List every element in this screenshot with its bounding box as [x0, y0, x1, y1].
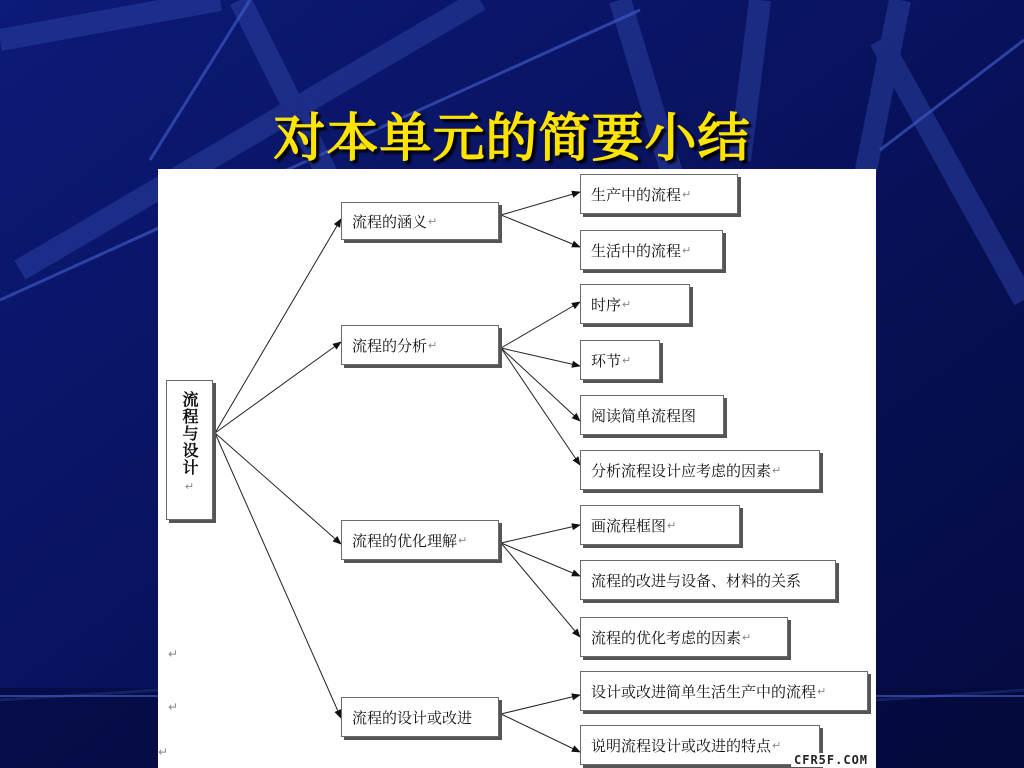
leaf-node [580, 725, 820, 765]
edge-b2-c3 [501, 348, 580, 421]
paragraph-mark: ↵ [168, 700, 179, 714]
branch-node-label: 流程的设计或改进 [352, 708, 473, 727]
branch-node-label: 流程的分析 [352, 336, 428, 355]
watermark: CFR5F.COM [791, 753, 871, 767]
edge-b3-c1 [501, 525, 580, 543]
edge-b4-c2 [501, 714, 580, 752]
leaf-node-label: 时序 [591, 295, 622, 314]
edge-b1-c1 [501, 192, 580, 215]
mind-map-panel [158, 169, 876, 768]
leaf-node-label: 生活中的流程 [591, 241, 682, 260]
leaf-node-label: 流程的优化考虑的因素 [591, 628, 742, 647]
edge-root-branch-2 [215, 342, 341, 433]
return-mark: ↵ [667, 518, 677, 532]
edge-b4-c1 [501, 695, 580, 714]
paragraph-mark: ↵ [158, 745, 169, 759]
slide-title: 对本单元的简要小结 [273, 108, 751, 169]
root-node [166, 380, 213, 520]
return-mark: ↵ [622, 353, 632, 367]
return-mark: ↵ [682, 187, 692, 201]
branch-node-label: 流程的优化理解 [352, 531, 458, 550]
return-mark: ↵ [742, 630, 752, 644]
return-mark: ↵ [682, 243, 692, 257]
edge-root-branch-4 [215, 433, 341, 718]
leaf-node [580, 284, 690, 324]
leaf-node [580, 617, 788, 657]
branch-node-3 [341, 520, 499, 560]
edge-root-branch-1 [215, 219, 341, 433]
edge-b2-c1 [501, 302, 580, 348]
branch-node-label: 流程的涵义 [352, 212, 428, 231]
leaf-node [580, 450, 820, 490]
return-mark: ↵ [622, 297, 632, 311]
leaf-node-label: 说明流程设计或改进的特点 [591, 736, 772, 755]
return-mark: ↵ [428, 338, 438, 352]
leaf-node [580, 505, 740, 545]
leaf-node-label: 阅读简单流程图 [591, 406, 697, 425]
edge-b2-c4 [501, 348, 580, 465]
leaf-node [580, 671, 868, 711]
root-node-label: 流程与设计 [180, 391, 199, 476]
edge-root-branch-3 [215, 433, 341, 544]
edge-b2-c2 [501, 348, 580, 366]
return-mark: ↵ [428, 214, 438, 228]
edge-b3-c3 [501, 543, 580, 637]
branch-node-2 [341, 325, 499, 365]
edge-b3-c2 [501, 543, 580, 576]
leaf-node-label: 画流程框图 [591, 516, 667, 535]
leaf-node [580, 340, 660, 380]
return-mark: ↵ [772, 738, 782, 752]
leaf-node-label: 流程的改进与设备、材料的关系 [591, 571, 802, 590]
paragraph-mark: ↵ [168, 647, 179, 661]
leaf-node-label: 生产中的流程 [591, 185, 682, 204]
branch-node-1 [341, 202, 499, 240]
branch-node-4 [341, 697, 499, 737]
leaf-node [580, 174, 738, 214]
leaf-node [580, 560, 836, 600]
leaf-node-label: 设计或改进简单生活生产中的流程 [591, 682, 817, 701]
leaf-node-label: 分析流程设计应考虑的因素 [591, 461, 772, 480]
leaf-node-label: 环节 [591, 351, 622, 370]
return-mark: ↵ [817, 684, 827, 698]
return-mark: ↵ [772, 463, 782, 477]
return-mark: ↵ [458, 533, 468, 547]
return-mark: ↵ [184, 480, 195, 493]
leaf-node [580, 230, 723, 270]
leaf-node [580, 395, 724, 435]
edge-b1-c2 [501, 215, 580, 247]
